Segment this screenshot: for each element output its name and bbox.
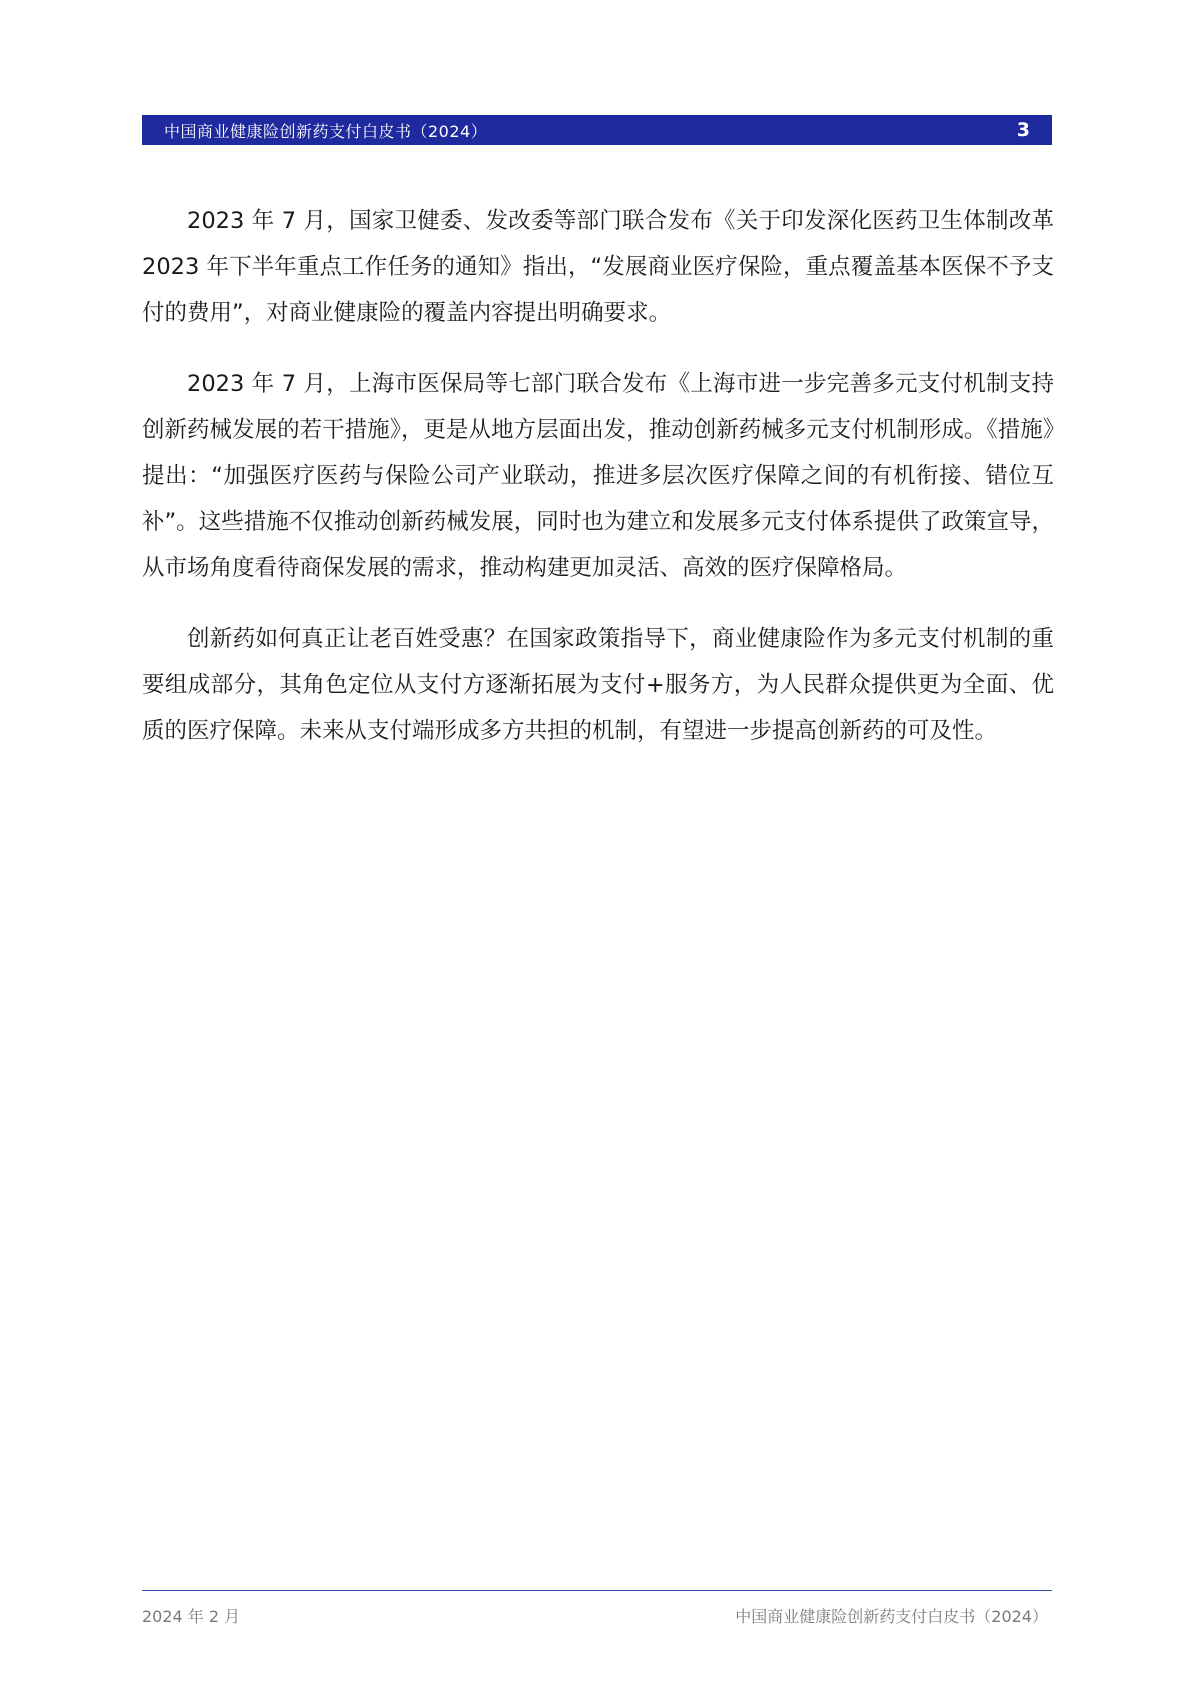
page-number: 3 [1016,119,1030,141]
header-title: 中国商业健康险创新药支付白皮书（2024） [164,121,488,141]
footer-date: 2024 年 2 月 [142,1607,241,1626]
paragraph-3: 创新药如何真正让老百姓受惠？在国家政策指导下，商业健康险作为多元支付机制的重要组成部分，其角色定位从支付方逐渐拓展为支付+服务方，为人民群众提供更为全面、优质的医疗保障。未来从支付端形成多方共担的机制，有望进一步提高创新药的可及性。 [142,626,1054,744]
footer-title: 中国商业健康险创新药支付白皮书（2024） [735,1607,1048,1626]
main-content [142,198,1054,779]
paragraph-1: 2023 年 7 月，国家卫健委、发改委等部门联合发布《关于印发深化医药卫生体制改革 2023 年下半年重点工作任务的通知》指出，“发展商业医疗保险，重点覆盖基本医保不予支付的费用”，对商业健康险的覆盖内容提出明确要求。 [142,208,1054,326]
header-bar [142,115,1052,145]
paragraph-2: 2023 年 7 月，上海市医保局等七部门联合发布《上海市进一步完善多元支付机制支持创新药械发展的若干措施》，更是从地方层面出发，推动创新药械多元支付机制形成。《措施》提出：“加强医疗医药与保险公司产业联动，推进多层次医疗保障之间的有机衔接、错位互补”。这些措施不仅推动创新药械发展，同时也为建立和发展多元支付体系提供了政策宣导，从市场角度看待商保发展的需求，推动构建更加灵活、高效的医疗保障格局。 [142,371,1054,581]
footer-divider [142,1590,1052,1591]
